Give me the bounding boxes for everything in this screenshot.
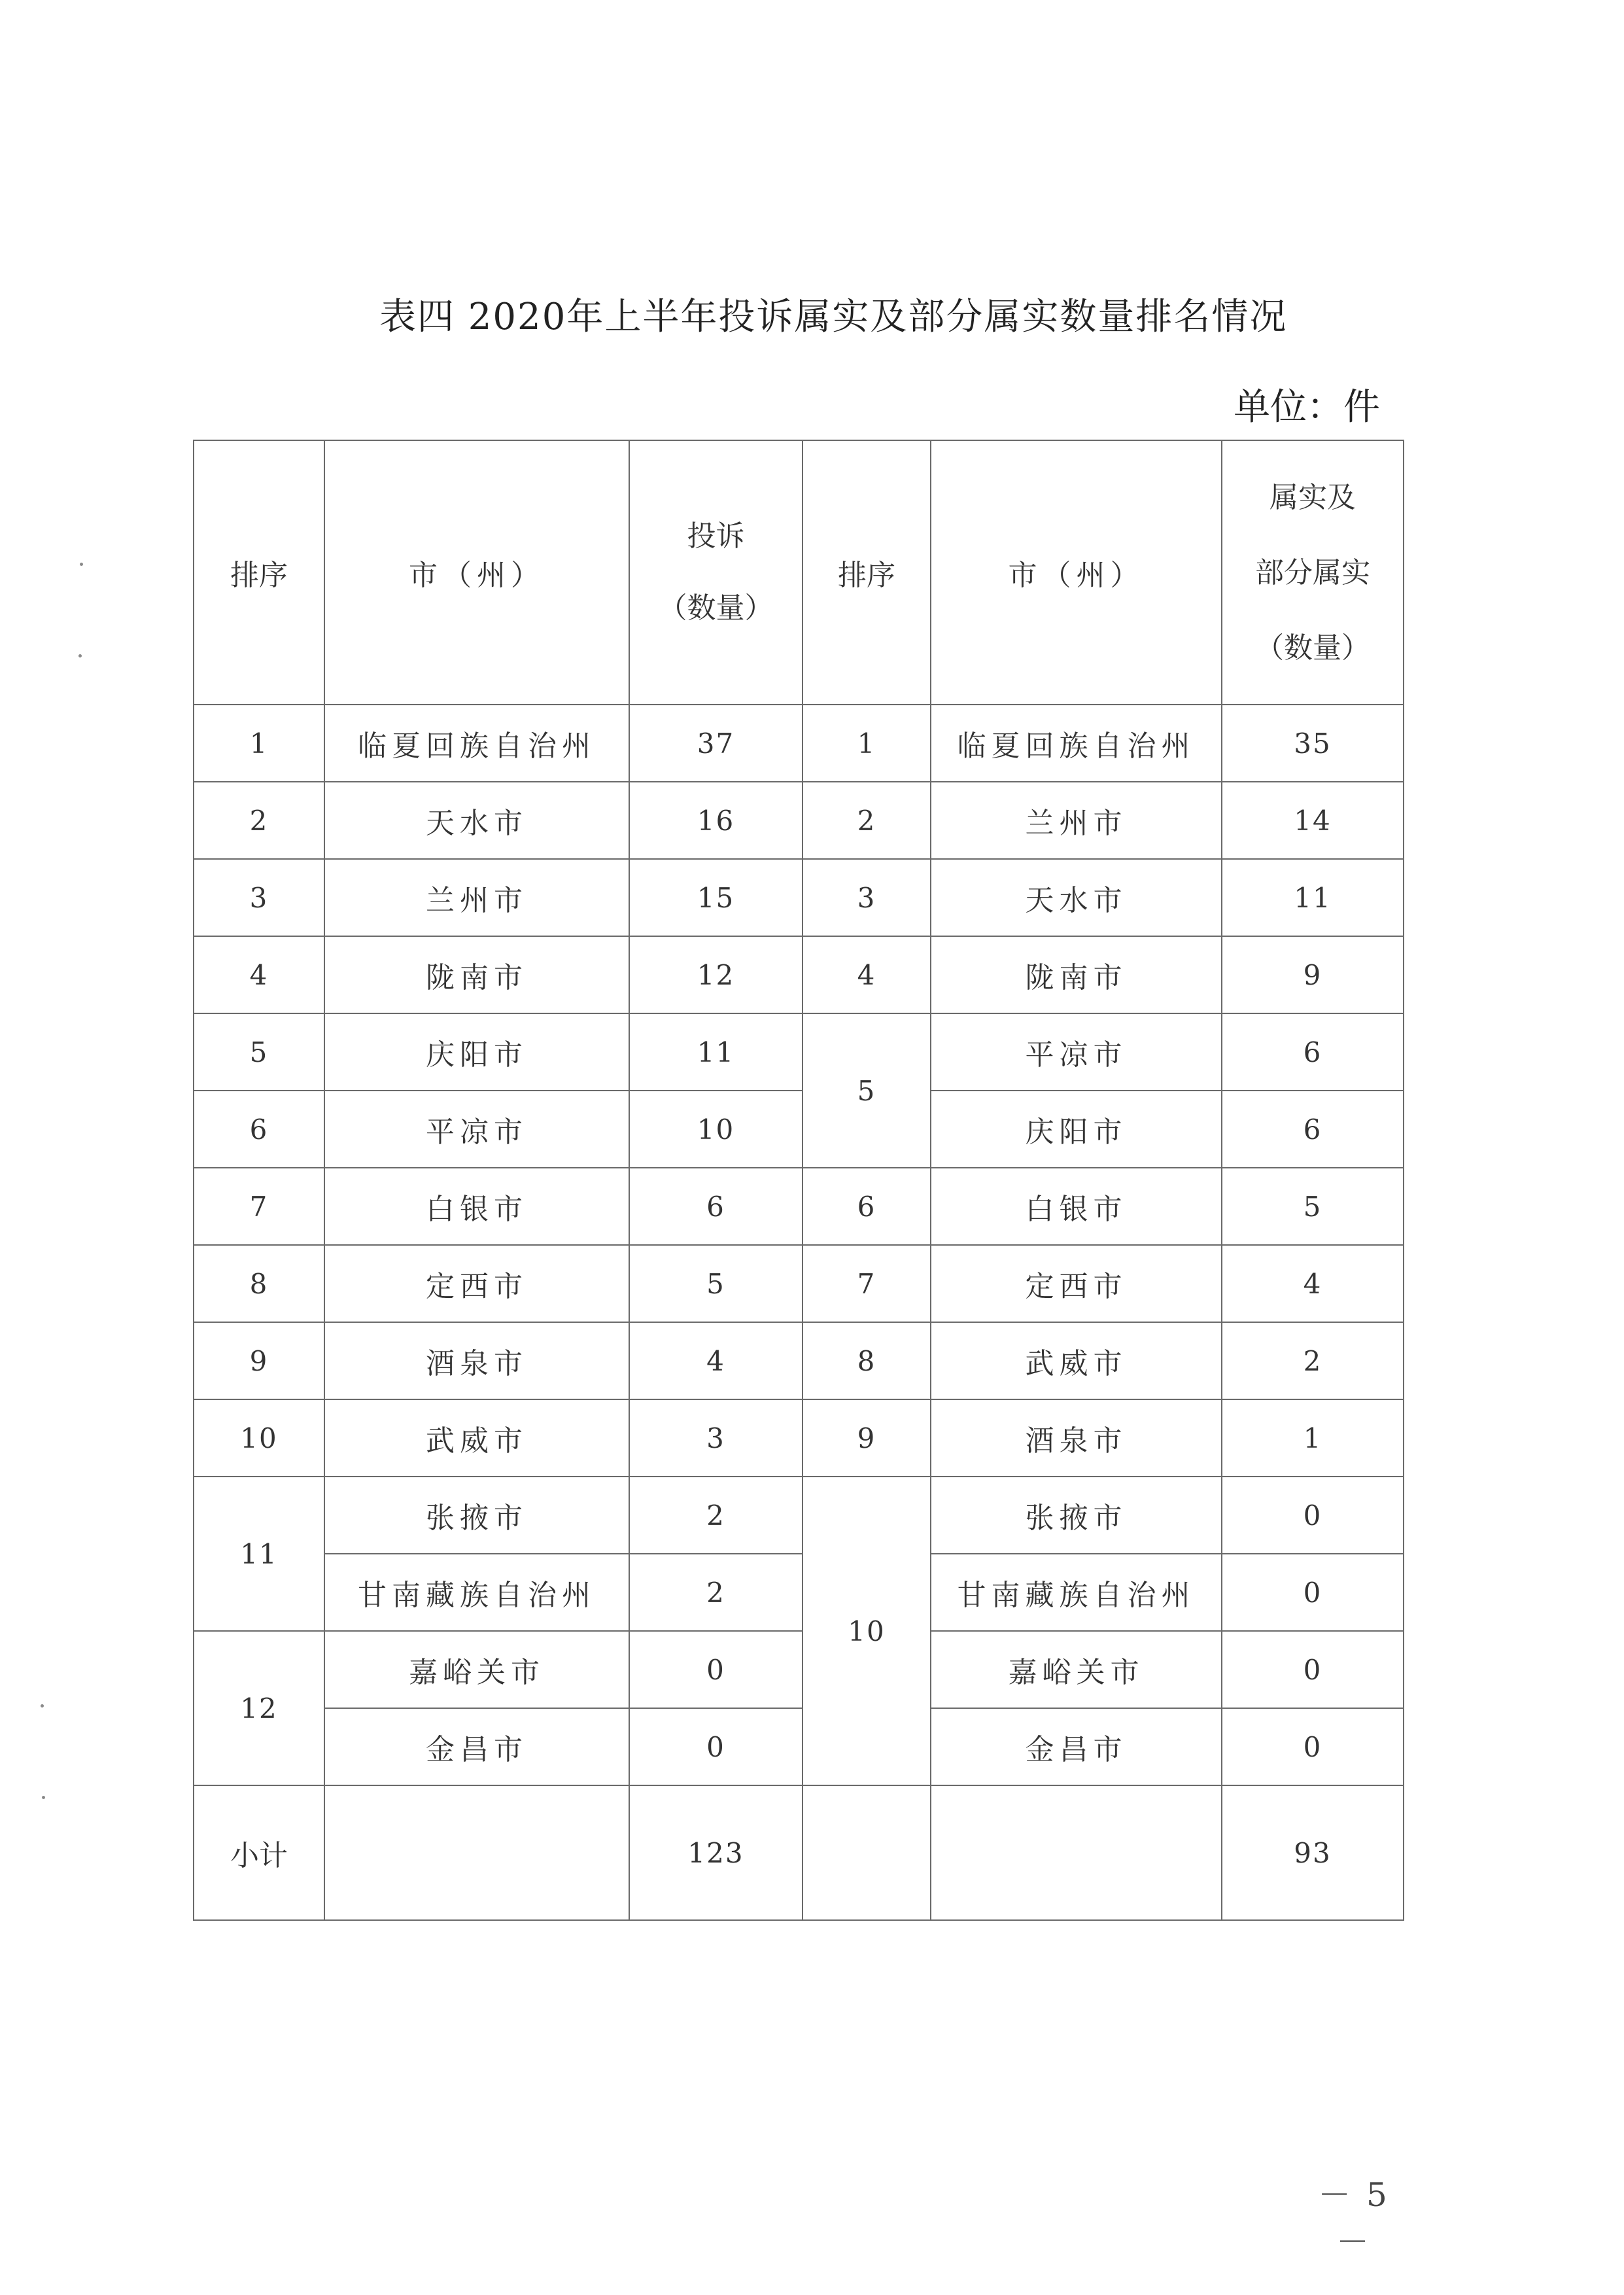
- left-city: 张掖市: [324, 1477, 629, 1554]
- left-count: 3: [629, 1399, 803, 1477]
- right-count: 35: [1222, 705, 1404, 782]
- left-count: 37: [629, 705, 803, 782]
- right-count: 6: [1222, 1013, 1404, 1091]
- left-city: 武威市: [324, 1399, 629, 1477]
- left-city: 庆阳市: [324, 1013, 629, 1091]
- right-rank: 6: [803, 1168, 931, 1245]
- scan-speck: [80, 563, 83, 566]
- table-row: [194, 1631, 1404, 1708]
- left-count: 12: [629, 936, 803, 1013]
- left-count: 2: [629, 1477, 803, 1554]
- left-city: 金昌市: [324, 1708, 629, 1785]
- right-city: 张掖市: [931, 1477, 1222, 1554]
- right-city: 金昌市: [931, 1708, 1222, 1785]
- left-rank: 5: [194, 1013, 324, 1091]
- scan-speck: [41, 1704, 44, 1708]
- left-count: 16: [629, 782, 803, 859]
- right-rank: 9: [803, 1399, 931, 1477]
- right-city: 临夏回族自治州: [931, 705, 1222, 782]
- table-header-row: [194, 440, 1404, 705]
- right-count: 11: [1222, 859, 1404, 936]
- table-row: [194, 1245, 1404, 1322]
- right-rank: 10: [803, 1477, 931, 1785]
- left-rank: 8: [194, 1245, 324, 1322]
- right-count: 0: [1222, 1554, 1404, 1631]
- right-city: 兰州市: [931, 782, 1222, 859]
- ranking-table: [193, 440, 1404, 1921]
- right-rank: 7: [803, 1245, 931, 1322]
- table-row: [194, 1554, 1404, 1631]
- right-rank: 1: [803, 705, 931, 782]
- page-number: － 5 －: [1318, 2176, 1390, 2261]
- left-city: 嘉峪关市: [324, 1631, 629, 1708]
- left-city: 甘南藏族自治州: [324, 1554, 629, 1631]
- right-count: 9: [1222, 936, 1404, 1013]
- right-count: 14: [1222, 782, 1404, 859]
- right-city: 平凉市: [931, 1013, 1222, 1091]
- header-verified-line2: 部分属实: [1255, 555, 1370, 589]
- table-row: [194, 1708, 1404, 1785]
- table-row: [194, 859, 1404, 936]
- table-row: [194, 1091, 1404, 1168]
- left-count: 5: [629, 1245, 803, 1322]
- subtotal-right-count: 93: [1222, 1785, 1404, 1920]
- left-count: 0: [629, 1708, 803, 1785]
- subtotal-label: 小计: [194, 1785, 324, 1920]
- right-count: 0: [1222, 1477, 1404, 1554]
- header-rank-left: 排序: [194, 440, 324, 705]
- subtotal-empty-rank: [803, 1785, 931, 1920]
- header-complaints-line2: （数量）: [658, 591, 774, 625]
- header-city-left: 市（州）: [324, 440, 629, 705]
- right-city: 定西市: [931, 1245, 1222, 1322]
- left-rank: 4: [194, 936, 324, 1013]
- header-rank-right: 排序: [803, 440, 931, 705]
- left-count: 6: [629, 1168, 803, 1245]
- subtotal-left-count: 123: [629, 1785, 803, 1920]
- header-complaints-line1: 投诉: [687, 519, 745, 553]
- left-rank: 2: [194, 782, 324, 859]
- right-count: 6: [1222, 1091, 1404, 1168]
- table-row: [194, 1399, 1404, 1477]
- table-row: [194, 1168, 1404, 1245]
- right-count: 0: [1222, 1708, 1404, 1785]
- left-city: 兰州市: [324, 859, 629, 936]
- right-city: 天水市: [931, 859, 1222, 936]
- right-rank: 5: [803, 1013, 931, 1168]
- left-rank: 1: [194, 705, 324, 782]
- left-count: 11: [629, 1013, 803, 1091]
- table-row: [194, 1322, 1404, 1399]
- right-rank: 2: [803, 782, 931, 859]
- left-city: 临夏回族自治州: [324, 705, 629, 782]
- left-rank: 11: [194, 1477, 324, 1631]
- header-verified-line3: （数量）: [1255, 631, 1370, 665]
- right-count: 5: [1222, 1168, 1404, 1245]
- subtotal-empty-left: [324, 1785, 629, 1920]
- right-count: 1: [1222, 1399, 1404, 1477]
- left-rank: 9: [194, 1322, 324, 1399]
- right-city: 武威市: [931, 1322, 1222, 1399]
- table-row: [194, 705, 1404, 782]
- right-city: 白银市: [931, 1168, 1222, 1245]
- left-count: 10: [629, 1091, 803, 1168]
- left-rank: 7: [194, 1168, 324, 1245]
- scan-speck: [42, 1796, 45, 1799]
- left-count: 15: [629, 859, 803, 936]
- right-city: 陇南市: [931, 936, 1222, 1013]
- left-city: 陇南市: [324, 936, 629, 1013]
- left-city: 平凉市: [324, 1091, 629, 1168]
- scan-speck: [78, 654, 82, 657]
- right-count: 4: [1222, 1245, 1404, 1322]
- left-count: 2: [629, 1554, 803, 1631]
- left-rank: 3: [194, 859, 324, 936]
- table-row: [194, 936, 1404, 1013]
- header-complaints: [629, 440, 803, 705]
- right-rank: 8: [803, 1322, 931, 1399]
- subtotal-empty-right: [931, 1785, 1222, 1920]
- table-row: [194, 782, 1404, 859]
- right-city: 甘南藏族自治州: [931, 1554, 1222, 1631]
- unit-label: 单位：件: [1234, 386, 1380, 429]
- right-city: 酒泉市: [931, 1399, 1222, 1477]
- page-title: 表四 2020年上半年投诉属实及部分属实数量排名情况: [379, 296, 1288, 338]
- left-city: 白银市: [324, 1168, 629, 1245]
- header-city-right: 市（州）: [931, 440, 1222, 705]
- right-count: 2: [1222, 1322, 1404, 1399]
- left-city: 定西市: [324, 1245, 629, 1322]
- subtotal-row: [194, 1785, 1404, 1920]
- left-count: 0: [629, 1631, 803, 1708]
- left-city: 天水市: [324, 782, 629, 859]
- left-count: 4: [629, 1322, 803, 1399]
- left-rank: 12: [194, 1631, 324, 1785]
- right-rank: 4: [803, 936, 931, 1013]
- left-city: 酒泉市: [324, 1322, 629, 1399]
- table-row: [194, 1477, 1404, 1554]
- left-rank: 10: [194, 1399, 324, 1477]
- right-city: 嘉峪关市: [931, 1631, 1222, 1708]
- left-rank: 6: [194, 1091, 324, 1168]
- right-count: 0: [1222, 1631, 1404, 1708]
- right-city: 庆阳市: [931, 1091, 1222, 1168]
- table-row: [194, 1013, 1404, 1091]
- header-verified: [1222, 440, 1404, 705]
- header-verified-line1: 属实及: [1270, 480, 1356, 514]
- right-rank: 3: [803, 859, 931, 936]
